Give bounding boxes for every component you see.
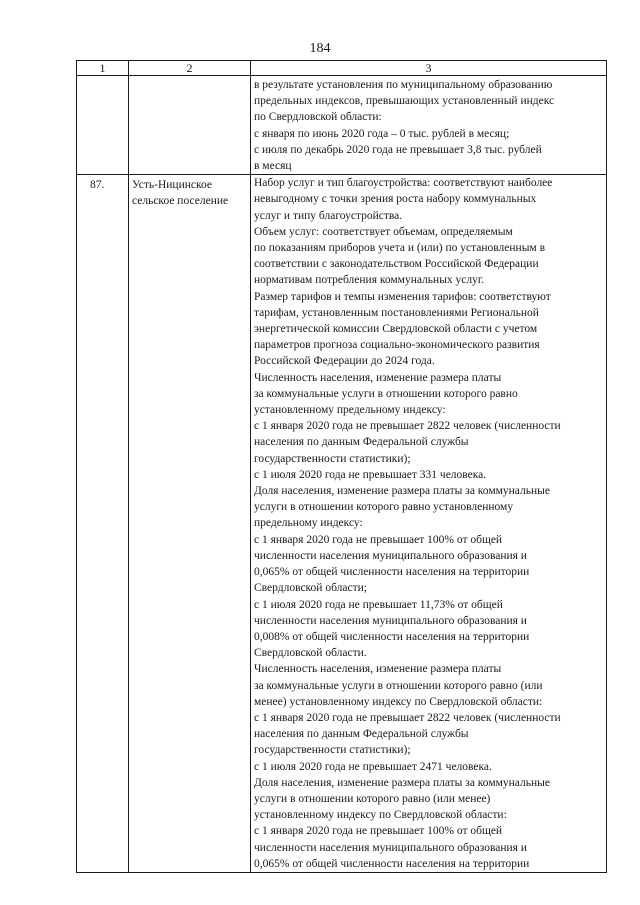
text-line: предельных индексов, превышающих установленный индекс bbox=[254, 95, 555, 108]
text-line: Численность населения, изменение размера платы bbox=[254, 371, 502, 384]
municipality-name-line: Усть-Ницинское bbox=[132, 179, 212, 192]
text-line: за коммунальные услуги в отношении которого равно (или bbox=[254, 679, 543, 692]
data-table bbox=[76, 60, 607, 873]
text-line: соответствии с законодательством Российской Федерации bbox=[254, 258, 539, 271]
text-line: с 1 июля 2020 года не превышает 331 человека. bbox=[254, 468, 487, 481]
municipality-name-cell bbox=[129, 175, 251, 873]
text-line: Свердловской области. bbox=[254, 647, 367, 660]
text-line: услуги в отношении которого равно (или менее) bbox=[254, 792, 491, 805]
text-line: с 1 июля 2020 года не превышает 2471 человека. bbox=[254, 760, 492, 773]
text-line: Набор услуг и тип благоустройства: соответствуют наиболее bbox=[254, 177, 553, 190]
text-line: Объем услуг: соответствует объемам, определяемым bbox=[254, 225, 513, 238]
text-line: с 1 января 2020 года не превышает 2822 человек (численности bbox=[254, 420, 561, 433]
text-line: с 1 января 2020 года не превышает 100% от общей bbox=[254, 825, 503, 838]
text-line: менее) установленному индексу по Свердловской области: bbox=[254, 695, 543, 708]
text-line: 0,065% от общей численности населения на территории bbox=[254, 566, 530, 579]
text-line: с 1 января 2020 года не превышает 100% от общей bbox=[254, 533, 503, 546]
text-line: предельному индексу: bbox=[254, 517, 363, 530]
row-number-cell bbox=[77, 76, 129, 175]
municipality-name-cell bbox=[129, 76, 251, 175]
column-header-3: 3 bbox=[251, 61, 607, 76]
municipality-name-line: сельское поселение bbox=[132, 195, 229, 208]
text-line: 0,065% от общей численности населения на территории bbox=[254, 857, 530, 870]
text-line: численности населения муниципального образования и bbox=[254, 841, 527, 854]
text-line: государственности статистики); bbox=[254, 452, 411, 465]
text-line: услуг и типу благоустройства. bbox=[254, 209, 403, 222]
page-number: 184 bbox=[309, 41, 331, 56]
description-cell bbox=[251, 175, 607, 873]
text-line: численности населения муниципального образования и bbox=[254, 614, 527, 627]
text-line: численности населения муниципального образования и bbox=[254, 549, 527, 562]
description-cell bbox=[251, 76, 607, 175]
text-line: в результате установления по муниципальному образованию bbox=[254, 79, 553, 91]
text-line: установленному предельному индексу: bbox=[254, 404, 446, 417]
text-line: невыгодному с точки зрения роста набору коммунальных bbox=[254, 193, 537, 206]
text-line: Доля населения, изменение размера платы за коммунальные bbox=[254, 485, 550, 498]
text-line: Численность населения, изменение размера платы bbox=[254, 663, 502, 676]
table-row-continued bbox=[77, 76, 607, 175]
text-line: государственности статистики); bbox=[254, 744, 411, 757]
column-header-1: 1 bbox=[77, 61, 129, 76]
text-line: по показаниям приборов учета и (или) по установленным в bbox=[254, 242, 546, 255]
text-line: Размер тарифов и темпы изменения тарифов: соответствуют bbox=[254, 290, 551, 303]
table-header-row bbox=[77, 61, 607, 76]
text-line: Свердловской области; bbox=[254, 582, 367, 595]
text-line: тарифам, установленным постановлениями Региональной bbox=[254, 306, 539, 319]
text-line: по Свердловской области: bbox=[254, 111, 382, 124]
text-line: Российской Федерации до 2024 года. bbox=[254, 355, 435, 368]
text-line: населения по данным Федеральной службы bbox=[254, 436, 469, 449]
text-line: с 1 января 2020 года не превышает 2822 человек (численности bbox=[254, 711, 561, 724]
text-line: населения по данным Федеральной службы bbox=[254, 728, 469, 741]
text-line: с июля по декабрь 2020 года не превышает 3,8 тыс. рублей bbox=[254, 143, 542, 156]
text-line: 0,008% от общей численности населения на территории bbox=[254, 630, 530, 643]
text-line: с 1 июля 2020 года не превышает 11,73% от общей bbox=[254, 598, 503, 611]
text-line: параметров прогноза социально-экономического развития bbox=[254, 339, 540, 352]
text-line: установленному индексу по Свердловской области: bbox=[254, 809, 507, 822]
text-line: в месяц bbox=[254, 160, 292, 173]
text-line: энергетической комиссии Свердловской области с учетом bbox=[254, 323, 538, 336]
row-number-cell: 87. bbox=[77, 175, 129, 873]
text-line: Доля населения, изменение размера платы за коммунальные bbox=[254, 776, 550, 789]
text-line: за коммунальные услуги в отношении которого равно bbox=[254, 387, 518, 400]
text-line: услуги в отношении которого равно установленному bbox=[254, 501, 514, 514]
text-line: нормативам потребления коммунальных услуг. bbox=[254, 274, 485, 287]
column-header-2: 2 bbox=[129, 61, 251, 76]
table-row-87 bbox=[77, 175, 607, 873]
text-line: с января по июнь 2020 года – 0 тыс. рублей в месяц; bbox=[254, 127, 510, 140]
